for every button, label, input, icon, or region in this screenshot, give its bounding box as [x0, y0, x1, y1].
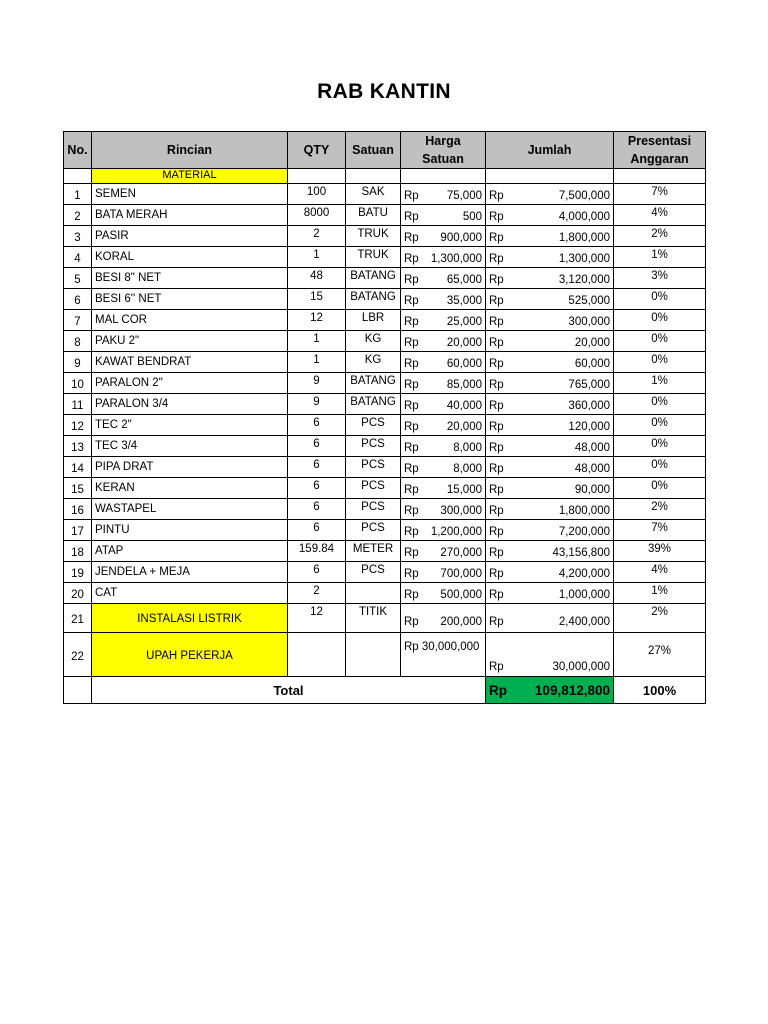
unit-price-value: 700,000 — [440, 568, 482, 580]
item-name: BESI 8" NET — [92, 268, 288, 289]
currency-label: Rp — [489, 316, 504, 328]
currency-label: Rp — [404, 211, 419, 223]
currency-label: Rp — [489, 400, 504, 412]
unit-price-value: 40,000 — [446, 400, 482, 412]
amount-value: 1,800,000 — [558, 505, 610, 517]
currency-label: Rp — [489, 379, 504, 391]
currency-label: Rp — [489, 589, 504, 601]
item-unit: BATU — [346, 205, 401, 226]
total-row — [64, 677, 706, 704]
item-unit: BATANG — [346, 289, 401, 310]
table-row — [64, 373, 706, 394]
currency-label: Rp — [489, 484, 504, 496]
currency-label: Rp — [489, 274, 504, 286]
unit-price-cell — [401, 394, 486, 415]
item-name: BATA MERAH — [92, 205, 288, 226]
item-qty: 159.84 — [288, 541, 346, 562]
table-row — [64, 331, 706, 352]
row-number: 12 — [64, 415, 92, 436]
header-satuan: Satuan — [346, 132, 401, 169]
currency-label: Rp — [489, 190, 504, 202]
item-qty: 12 — [288, 310, 346, 331]
amount-value: 1,000,000 — [558, 589, 610, 601]
item-qty: 1 — [288, 331, 346, 352]
item-name: PARALON 3/4 — [92, 394, 288, 415]
amount-cell — [486, 541, 614, 562]
item-percent: 0% — [614, 331, 706, 352]
table-row — [64, 205, 706, 226]
item-qty: 6 — [288, 457, 346, 478]
item-unit: KG — [346, 352, 401, 373]
amount-value: 765,000 — [568, 379, 610, 391]
item-name: MAL COR — [92, 310, 288, 331]
item-unit — [346, 583, 401, 604]
currency-label: Rp — [489, 682, 507, 698]
table-row — [64, 226, 706, 247]
unit-price-cell — [401, 520, 486, 541]
table-row — [64, 289, 706, 310]
item-name: UPAH PEKERJA — [92, 633, 288, 677]
unit-price-cell — [401, 268, 486, 289]
row-number: 6 — [64, 289, 92, 310]
currency-label: Rp — [489, 358, 504, 370]
table-row — [64, 184, 706, 205]
item-qty: 1 — [288, 247, 346, 268]
unit-price-cell — [401, 352, 486, 373]
amount-cell — [486, 478, 614, 499]
row-number: 13 — [64, 436, 92, 457]
currency-label: Rp — [404, 505, 419, 517]
currency-label: Rp — [404, 295, 419, 307]
currency-label: Rp — [404, 190, 419, 202]
currency-label: Rp — [489, 661, 504, 673]
item-percent: 0% — [614, 457, 706, 478]
item-unit: LBR — [346, 310, 401, 331]
item-percent: 4% — [614, 562, 706, 583]
item-unit: PCS — [346, 478, 401, 499]
amount-value: 4,200,000 — [558, 568, 610, 580]
amount-value: 300,000 — [568, 316, 610, 328]
item-qty: 6 — [288, 562, 346, 583]
item-percent: 1% — [614, 247, 706, 268]
item-qty: 1 — [288, 352, 346, 373]
item-qty: 6 — [288, 415, 346, 436]
amount-value: 7,200,000 — [558, 526, 610, 538]
item-unit: TRUK — [346, 247, 401, 268]
currency-label: Rp — [489, 526, 504, 538]
unit-price-value: 60,000 — [446, 358, 482, 370]
header-harga-satuan: Harga Satuan — [401, 132, 486, 169]
currency-label: Rp — [404, 316, 419, 328]
item-unit: PCS — [346, 415, 401, 436]
unit-price-cell — [401, 604, 486, 633]
item-percent: 0% — [614, 436, 706, 457]
grand-total-cell — [486, 677, 614, 704]
table-row — [64, 604, 706, 633]
row-number: 20 — [64, 583, 92, 604]
amount-value: 4,000,000 — [558, 211, 610, 223]
unit-price-value: 8,000 — [453, 463, 482, 475]
item-name: TEC 3/4 — [92, 436, 288, 457]
item-name: SEMEN — [92, 184, 288, 205]
item-percent: 1% — [614, 373, 706, 394]
item-unit: PCS — [346, 520, 401, 541]
unit-price-cell — [401, 583, 486, 604]
table-row — [64, 415, 706, 436]
item-name: PINTU — [92, 520, 288, 541]
item-name: PARALON 2" — [92, 373, 288, 394]
item-percent: 7% — [614, 184, 706, 205]
amount-cell — [486, 331, 614, 352]
item-percent: 0% — [614, 310, 706, 331]
unit-price-cell — [401, 457, 486, 478]
header-no: No. — [64, 132, 92, 169]
section-row — [64, 169, 706, 184]
table-row — [64, 562, 706, 583]
currency-label: Rp — [489, 211, 504, 223]
unit-price-value: 1,200,000 — [430, 526, 482, 538]
currency-label: Rp — [404, 253, 419, 265]
header-row — [64, 132, 706, 169]
item-percent: 2% — [614, 604, 706, 633]
unit-price-cell — [401, 247, 486, 268]
item-name: WASTAPEL — [92, 499, 288, 520]
currency-label: Rp — [404, 232, 419, 244]
unit-price-value: 15,000 — [446, 484, 482, 496]
item-unit: BATANG — [346, 373, 401, 394]
amount-cell — [486, 352, 614, 373]
item-qty: 48 — [288, 268, 346, 289]
item-name: CAT — [92, 583, 288, 604]
currency-label: Rp — [489, 421, 504, 433]
item-percent: 2% — [614, 499, 706, 520]
amount-cell — [486, 289, 614, 310]
item-unit: TRUK — [346, 226, 401, 247]
unit-price-cell — [401, 436, 486, 457]
row-number: 14 — [64, 457, 92, 478]
amount-cell — [486, 583, 614, 604]
item-name: BESI 6'' NET — [92, 289, 288, 310]
item-percent: 0% — [614, 415, 706, 436]
table-row — [64, 499, 706, 520]
row-number: 3 — [64, 226, 92, 247]
item-name: PIPA DRAT — [92, 457, 288, 478]
currency-label: Rp — [489, 232, 504, 244]
item-percent: 0% — [614, 289, 706, 310]
total-percent: 100% — [614, 677, 706, 704]
unit-price-value: 75,000 — [446, 190, 482, 202]
header-qty: QTY — [288, 132, 346, 169]
currency-label: Rp — [489, 568, 504, 580]
item-unit: KG — [346, 331, 401, 352]
item-percent: 3% — [614, 268, 706, 289]
item-qty: 6 — [288, 520, 346, 541]
grand-total-value: 109,812,800 — [534, 682, 610, 698]
row-number: 19 — [64, 562, 92, 583]
item-percent: 4% — [614, 205, 706, 226]
row-number: 10 — [64, 373, 92, 394]
unit-price-value: 25,000 — [446, 316, 482, 328]
table-row — [64, 394, 706, 415]
row-number: 8 — [64, 331, 92, 352]
unit-price-value: 8,000 — [453, 442, 482, 454]
currency-label: Rp — [404, 421, 419, 433]
row-number: 5 — [64, 268, 92, 289]
row-number: 2 — [64, 205, 92, 226]
amount-cell — [486, 184, 614, 205]
unit-price-cell — [401, 562, 486, 583]
amount-value: 120,000 — [568, 421, 610, 433]
amount-value: 48,000 — [574, 442, 610, 454]
currency-label: Rp — [404, 400, 419, 412]
header-jumlah: Jumlah — [486, 132, 614, 169]
unit-price-cell — [401, 478, 486, 499]
item-name: PAKU 2" — [92, 331, 288, 352]
item-name: KAWAT BENDRAT — [92, 352, 288, 373]
unit-price-cell — [401, 205, 486, 226]
table-row — [64, 310, 706, 331]
item-percent: 27% — [614, 633, 706, 677]
item-qty: 15 — [288, 289, 346, 310]
currency-label: Rp — [489, 337, 504, 349]
amount-cell — [486, 604, 614, 633]
item-unit: BATANG — [346, 268, 401, 289]
unit-price-cell — [401, 373, 486, 394]
item-name: PASIR — [92, 226, 288, 247]
unit-price-value: 300,000 — [440, 505, 482, 517]
currency-label: Rp — [489, 442, 504, 454]
unit-price-value: 270,000 — [440, 547, 482, 559]
amount-value: 7,500,000 — [558, 190, 610, 202]
unit-price-cell — [401, 289, 486, 310]
amount-value: 20,000 — [574, 337, 610, 349]
row-number: 9 — [64, 352, 92, 373]
item-name: TEC 2" — [92, 415, 288, 436]
item-unit: PCS — [346, 562, 401, 583]
budget-table — [63, 131, 706, 704]
table-row — [64, 520, 706, 541]
total-label: Total — [92, 677, 486, 704]
amount-cell — [486, 562, 614, 583]
unit-price-value: 65,000 — [446, 274, 482, 286]
unit-price-value: 900,000 — [440, 232, 482, 244]
amount-cell — [486, 520, 614, 541]
amount-cell — [486, 205, 614, 226]
item-qty: 6 — [288, 499, 346, 520]
currency-label: Rp — [489, 253, 504, 265]
unit-price-value: 1,300,000 — [430, 253, 482, 265]
item-qty: 9 — [288, 373, 346, 394]
unit-price-value: 500 — [462, 211, 482, 223]
item-qty: 2 — [288, 583, 346, 604]
amount-cell — [486, 310, 614, 331]
item-qty: 8000 — [288, 205, 346, 226]
amount-cell — [486, 394, 614, 415]
table-row — [64, 541, 706, 562]
currency-label: Rp — [404, 274, 419, 286]
table-row — [64, 247, 706, 268]
currency-label: Rp — [404, 379, 419, 391]
amount-cell — [486, 415, 614, 436]
item-name: JENDELA + MEJA — [92, 562, 288, 583]
item-percent: 1% — [614, 583, 706, 604]
table-row — [64, 436, 706, 457]
row-number: 11 — [64, 394, 92, 415]
table-row — [64, 478, 706, 499]
row-number: 7 — [64, 310, 92, 331]
item-unit: SAK — [346, 184, 401, 205]
amount-value: 1,300,000 — [558, 253, 610, 265]
unit-price-cell — [401, 184, 486, 205]
unit-price-value: 85,000 — [446, 379, 482, 391]
page-title: RAB KANTIN — [317, 80, 451, 103]
amount-cell — [486, 499, 614, 520]
row-number: 15 — [64, 478, 92, 499]
section-label-material: MATERIAL — [92, 169, 288, 184]
amount-value: 525,000 — [568, 295, 610, 307]
table-row — [64, 457, 706, 478]
amount-value: 2,400,000 — [558, 616, 610, 628]
row-number: 21 — [64, 604, 92, 633]
currency-label: Rp — [489, 616, 504, 628]
item-percent: 39% — [614, 541, 706, 562]
currency-label: Rp — [404, 589, 419, 601]
unit-price-value: 200,000 — [440, 616, 482, 628]
unit-price-value: 500,000 — [440, 589, 482, 601]
item-name: ATAP — [92, 541, 288, 562]
amount-value: 60,000 — [574, 358, 610, 370]
unit-price-cell — [401, 331, 486, 352]
currency-label: Rp — [404, 484, 419, 496]
amount-value: 90,000 — [574, 484, 610, 496]
item-percent: 0% — [614, 478, 706, 499]
unit-price-value: Rp 30,000,000 — [401, 633, 486, 677]
unit-price-value: 20,000 — [446, 421, 482, 433]
currency-label: Rp — [489, 547, 504, 559]
item-unit: PCS — [346, 457, 401, 478]
currency-label: Rp — [404, 616, 419, 628]
currency-label: Rp — [404, 568, 419, 580]
table-row — [64, 352, 706, 373]
currency-label: Rp — [404, 442, 419, 454]
amount-value: 43,156,800 — [552, 547, 610, 559]
amount-cell — [486, 633, 614, 677]
currency-label: Rp — [404, 547, 419, 559]
amount-cell — [486, 457, 614, 478]
header-presentasi: Presentasi Anggaran — [614, 132, 706, 169]
amount-value: 48,000 — [574, 463, 610, 475]
item-unit: TITIK — [346, 604, 401, 633]
unit-price-cell — [401, 310, 486, 331]
currency-label: Rp — [489, 463, 504, 475]
amount-value: 360,000 — [568, 400, 610, 412]
currency-label: Rp — [489, 505, 504, 517]
currency-label: Rp — [404, 358, 419, 370]
row-number: 4 — [64, 247, 92, 268]
item-unit: METER — [346, 541, 401, 562]
row-number: 17 — [64, 520, 92, 541]
amount-cell — [486, 436, 614, 457]
row-number: 16 — [64, 499, 92, 520]
item-qty: 6 — [288, 436, 346, 457]
amount-cell — [486, 268, 614, 289]
item-unit: PCS — [346, 499, 401, 520]
unit-price-cell — [401, 541, 486, 562]
amount-cell — [486, 247, 614, 268]
amount-value: 30,000,000 — [552, 661, 610, 673]
table-row — [64, 268, 706, 289]
item-qty: 100 — [288, 184, 346, 205]
item-unit: BATANG — [346, 394, 401, 415]
currency-label: Rp — [489, 295, 504, 307]
unit-price-cell — [401, 415, 486, 436]
table-row — [64, 583, 706, 604]
item-percent: 2% — [614, 226, 706, 247]
currency-label: Rp — [404, 526, 419, 538]
item-qty: 6 — [288, 478, 346, 499]
currency-label: Rp — [404, 337, 419, 349]
table-row — [64, 633, 706, 677]
unit-price-cell — [401, 226, 486, 247]
amount-value: 1,800,000 — [558, 232, 610, 244]
item-percent: 0% — [614, 394, 706, 415]
item-qty: 9 — [288, 394, 346, 415]
item-unit: PCS — [346, 436, 401, 457]
item-qty: 12 — [288, 604, 346, 633]
item-name: INSTALASI LISTRIK — [92, 604, 288, 633]
item-name: KERAN — [92, 478, 288, 499]
row-number: 1 — [64, 184, 92, 205]
unit-price-value: 20,000 — [446, 337, 482, 349]
unit-price-cell — [401, 499, 486, 520]
unit-price-value: 35,000 — [446, 295, 482, 307]
row-number: 22 — [64, 633, 92, 677]
item-percent: 7% — [614, 520, 706, 541]
item-name: KORAL — [92, 247, 288, 268]
amount-value: 3,120,000 — [558, 274, 610, 286]
header-rincian: Rincian — [92, 132, 288, 169]
currency-label: Rp — [404, 463, 419, 475]
item-percent: 0% — [614, 352, 706, 373]
item-qty: 2 — [288, 226, 346, 247]
amount-cell — [486, 226, 614, 247]
amount-cell — [486, 373, 614, 394]
row-number: 18 — [64, 541, 92, 562]
